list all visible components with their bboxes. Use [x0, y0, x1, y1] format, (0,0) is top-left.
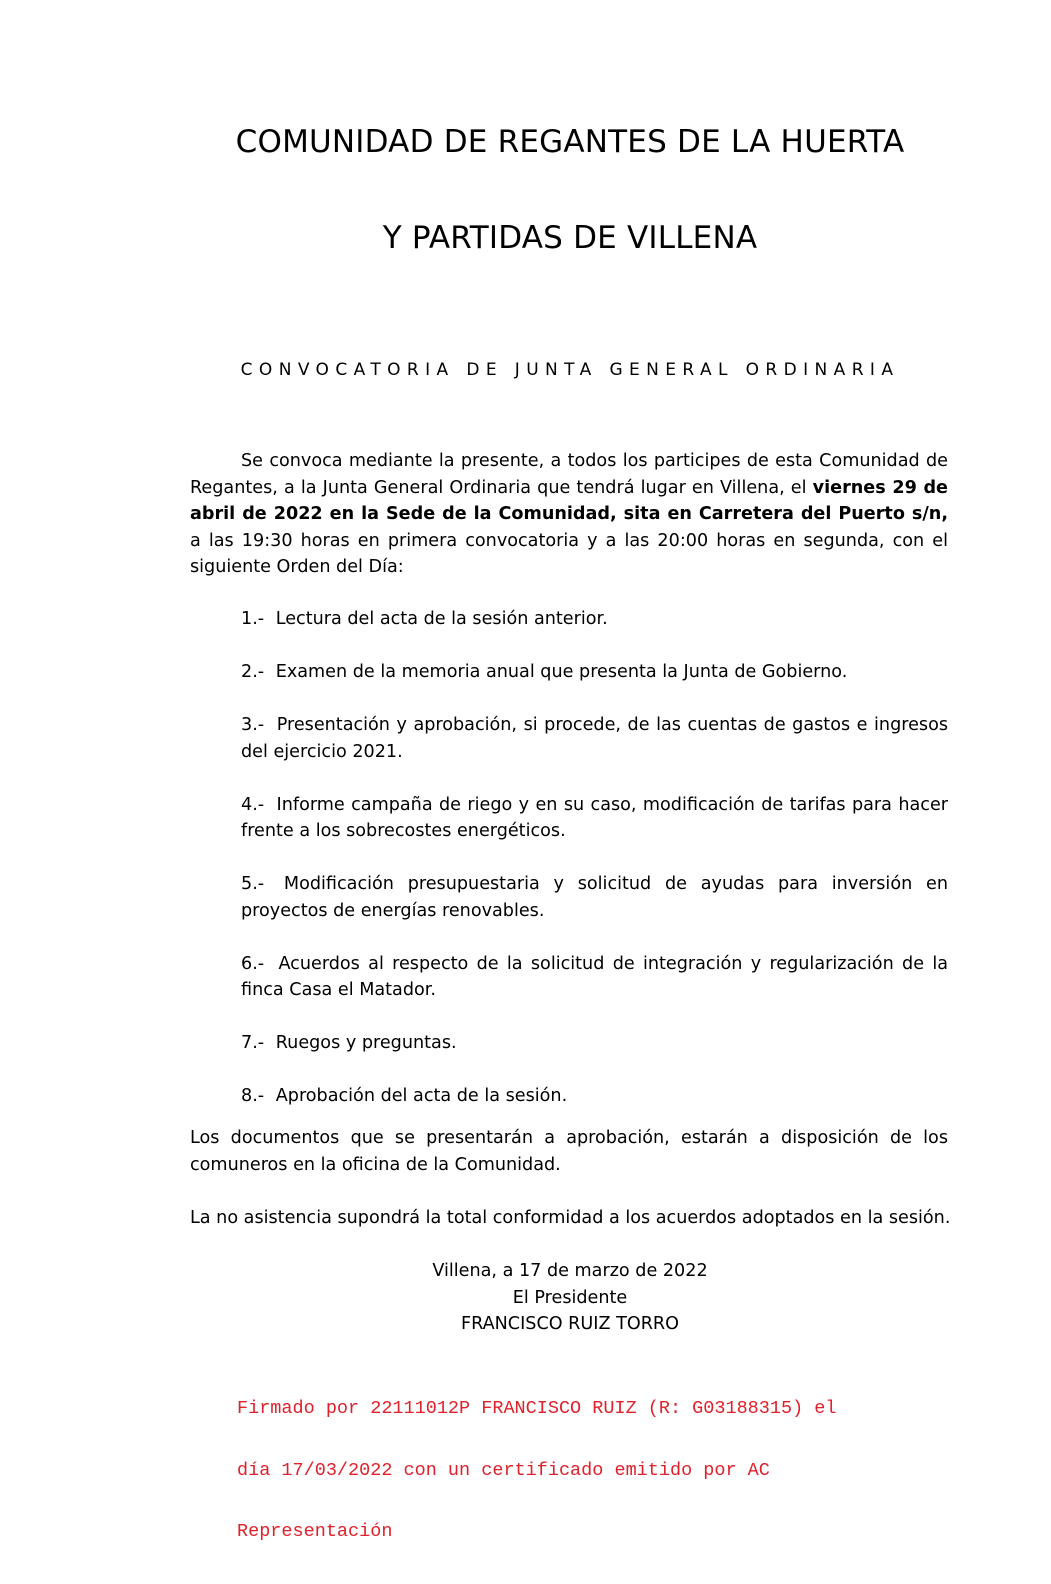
- agenda-item-text: Acuerdos al respecto de la solicitud de integración y regularización de la finca Casa el Matador.: [241, 953, 948, 1000]
- agenda-item-number: 1.-: [241, 609, 265, 629]
- agenda-item: [241, 951, 948, 1004]
- document-subtitle: CONVOCATORIA DE JUNTA GENERAL ORDINARIA: [240, 360, 900, 380]
- agenda-item-text: Informe campaña de riego y en su caso, modificación de tarifas para hacer frente a los sobrecostes energéticos.: [241, 794, 949, 841]
- intro-text-start: Se convoca mediante la presente, a todos los participes de esta Comunidad de Regantes, a la Junta General Ordinaria que tendrá lugar en Villena, el: [190, 451, 948, 498]
- agenda-item: [241, 792, 948, 845]
- agenda-item: [241, 659, 948, 686]
- intro-text-bold: viernes 29 de abril de 2022 en la Sede de la Comunidad, sita en Carretera del Puerto s/n,: [190, 477, 948, 524]
- agenda-item-number: 7.-: [241, 1033, 265, 1053]
- signature-role: El Presidente: [512, 1287, 628, 1308]
- agenda-item: [241, 606, 948, 633]
- signature-name: FRANCISCO RUIZ TORRO: [460, 1314, 680, 1334]
- agenda-item: [241, 1030, 948, 1057]
- agenda-item-text: Examen de la memoria anual que presenta la Junta de Gobierno.: [275, 662, 848, 682]
- document-title-line-2: Y PARTIDAS DE VILLENA: [382, 220, 758, 256]
- signature-block: [190, 1258, 948, 1338]
- agenda-item-text: Ruegos y preguntas.: [275, 1033, 457, 1053]
- intro-paragraph: [190, 448, 948, 581]
- agenda-item-number: 4.-: [241, 794, 265, 815]
- document-title-line-1: COMUNIDAD DE REGANTES DE LA HUERTA: [235, 124, 905, 160]
- agenda-item-text: Lectura del acta de la sesión anterior.: [275, 609, 608, 629]
- agenda-item-text: Aprobación del acta de la sesión.: [275, 1086, 568, 1106]
- digital-signature-line-1: Firmado por 22111012P FRANCISCO RUIZ (R: G03188315) el: [237, 1398, 837, 1419]
- intro-text-end: a las 19:30 horas en primera convocatoria y a las 20:00 horas en segunda, con el siguiente Orden del Día:: [190, 530, 948, 577]
- agenda-item-text: Modificación presupuestaria y solicitud de ayudas para inversión en proyectos de energías renovables.: [241, 874, 948, 921]
- digital-signature-line-2: día 17/03/2022 con un certificado emitido por AC: [237, 1459, 770, 1481]
- agenda-list: [241, 606, 948, 1136]
- signature-place-date: Villena, a 17 de marzo de 2022: [432, 1261, 708, 1281]
- digital-signature-stamp: [237, 1358, 937, 1584]
- agenda-item-number: 3.-: [241, 715, 265, 735]
- agenda-item-text: Presentación y aprobación, si procede, de las cuentas de gastos e ingresos del ejercicio 2021.: [241, 715, 948, 762]
- agenda-item-number: 8.-: [241, 1086, 265, 1106]
- agenda-item-number: 2.-: [241, 662, 265, 682]
- agenda-item: [241, 1083, 948, 1110]
- agenda-item: [241, 871, 948, 924]
- absence-paragraph: La no asistencia supondrá la total conformidad a los acuerdos adoptados en la sesión.: [190, 1208, 951, 1228]
- documents-paragraph: Los documentos que se presentarán a aprobación, estarán a disposición de los comuneros en la oficina de la Comunidad.: [190, 1128, 948, 1175]
- digital-signature-line-3: Representación: [237, 1521, 393, 1542]
- agenda-item: [241, 712, 948, 765]
- agenda-item-number: 5.-: [241, 874, 265, 894]
- agenda-item-number: 6.-: [241, 953, 265, 974]
